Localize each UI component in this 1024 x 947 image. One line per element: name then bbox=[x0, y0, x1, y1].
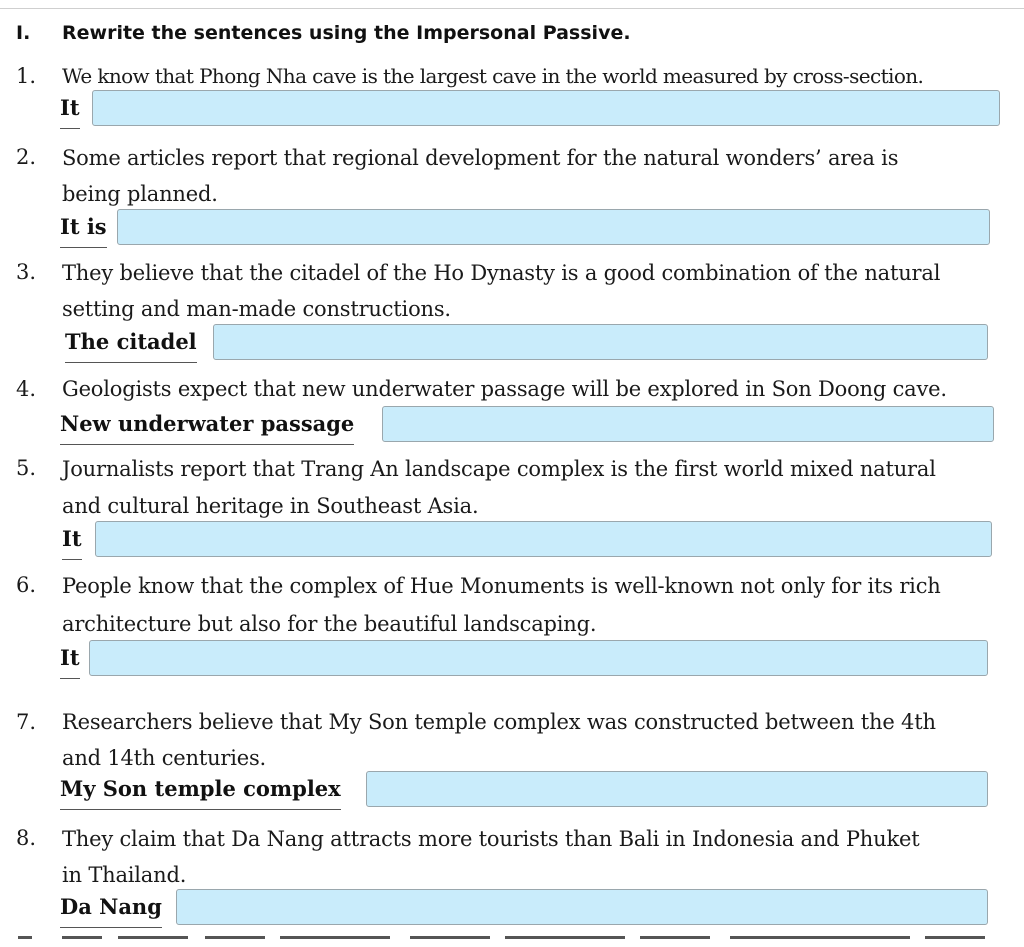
question-5-answer-start: It bbox=[62, 519, 82, 560]
question-2-answer-start: It is bbox=[60, 207, 107, 248]
question-1-number: 1. bbox=[16, 64, 37, 88]
question-6-line-2: architecture but also for the beautiful landscaping. bbox=[62, 612, 597, 636]
question-3-answer-input[interactable] bbox=[213, 324, 988, 360]
question-3-answer-start: The citadel bbox=[65, 322, 197, 363]
question-6-number: 6. bbox=[16, 573, 37, 597]
question-5-line-2: and cultural heritage in Southeast Asia. bbox=[62, 494, 479, 518]
question-7-answer-input[interactable] bbox=[366, 771, 988, 807]
top-rule bbox=[0, 8, 1024, 9]
question-2-line-1: Some articles report that regional development for the natural wonders’ area is bbox=[62, 146, 899, 170]
exercise-instruction: Rewrite the sentences using the Impersonal Passive. bbox=[62, 22, 631, 44]
question-3-line-2: setting and man-made constructions. bbox=[62, 297, 451, 321]
question-1-answer-input[interactable] bbox=[92, 90, 1000, 126]
question-2-line-2: being planned. bbox=[62, 182, 218, 206]
exercise-number: I. bbox=[16, 22, 31, 44]
question-3-number: 3. bbox=[16, 260, 37, 284]
cropped-next-line bbox=[0, 936, 1024, 947]
question-7-answer-start: My Son temple complex bbox=[60, 769, 341, 810]
question-6-answer-input[interactable] bbox=[89, 640, 988, 676]
question-8-answer-input[interactable] bbox=[176, 889, 988, 925]
question-4-answer-start: New underwater passage bbox=[60, 404, 354, 445]
question-7-line-2: and 14th centuries. bbox=[62, 746, 267, 770]
question-4-number: 4. bbox=[16, 377, 37, 401]
question-7-line-1: Researchers believe that My Son temple complex was constructed between the 4th bbox=[62, 710, 936, 734]
question-2-answer-input[interactable] bbox=[117, 209, 990, 245]
question-4-answer-input[interactable] bbox=[382, 406, 994, 442]
question-3-line-1: They believe that the citadel of the Ho Dynasty is a good combination of the natural bbox=[62, 261, 941, 285]
question-1-line-1: We know that Phong Nha cave is the largest cave in the world measured by cross-section. bbox=[62, 64, 924, 88]
question-5-line-1: Journalists report that Trang An landscape complex is the first world mixed natural bbox=[62, 457, 936, 481]
question-5-answer-input[interactable] bbox=[95, 521, 992, 557]
question-6-line-1: People know that the complex of Hue Monuments is well-known not only for its rich bbox=[62, 574, 941, 598]
question-4-line-1: Geologists expect that new underwater passage will be explored in Son Doong cave. bbox=[62, 377, 947, 401]
question-1-answer-start: It bbox=[60, 88, 80, 129]
question-8-line-2: in Thailand. bbox=[62, 863, 187, 887]
question-5-number: 5. bbox=[16, 456, 37, 480]
question-7-number: 7. bbox=[16, 710, 37, 734]
question-8-answer-start: Da Nang bbox=[60, 887, 162, 928]
question-8-line-1: They claim that Da Nang attracts more tourists than Bali in Indonesia and Phuket bbox=[62, 827, 920, 851]
question-2-number: 2. bbox=[16, 145, 37, 169]
exercise-heading bbox=[0, 16, 1024, 50]
question-6-answer-start: It bbox=[60, 638, 80, 679]
question-8-number: 8. bbox=[16, 826, 37, 850]
